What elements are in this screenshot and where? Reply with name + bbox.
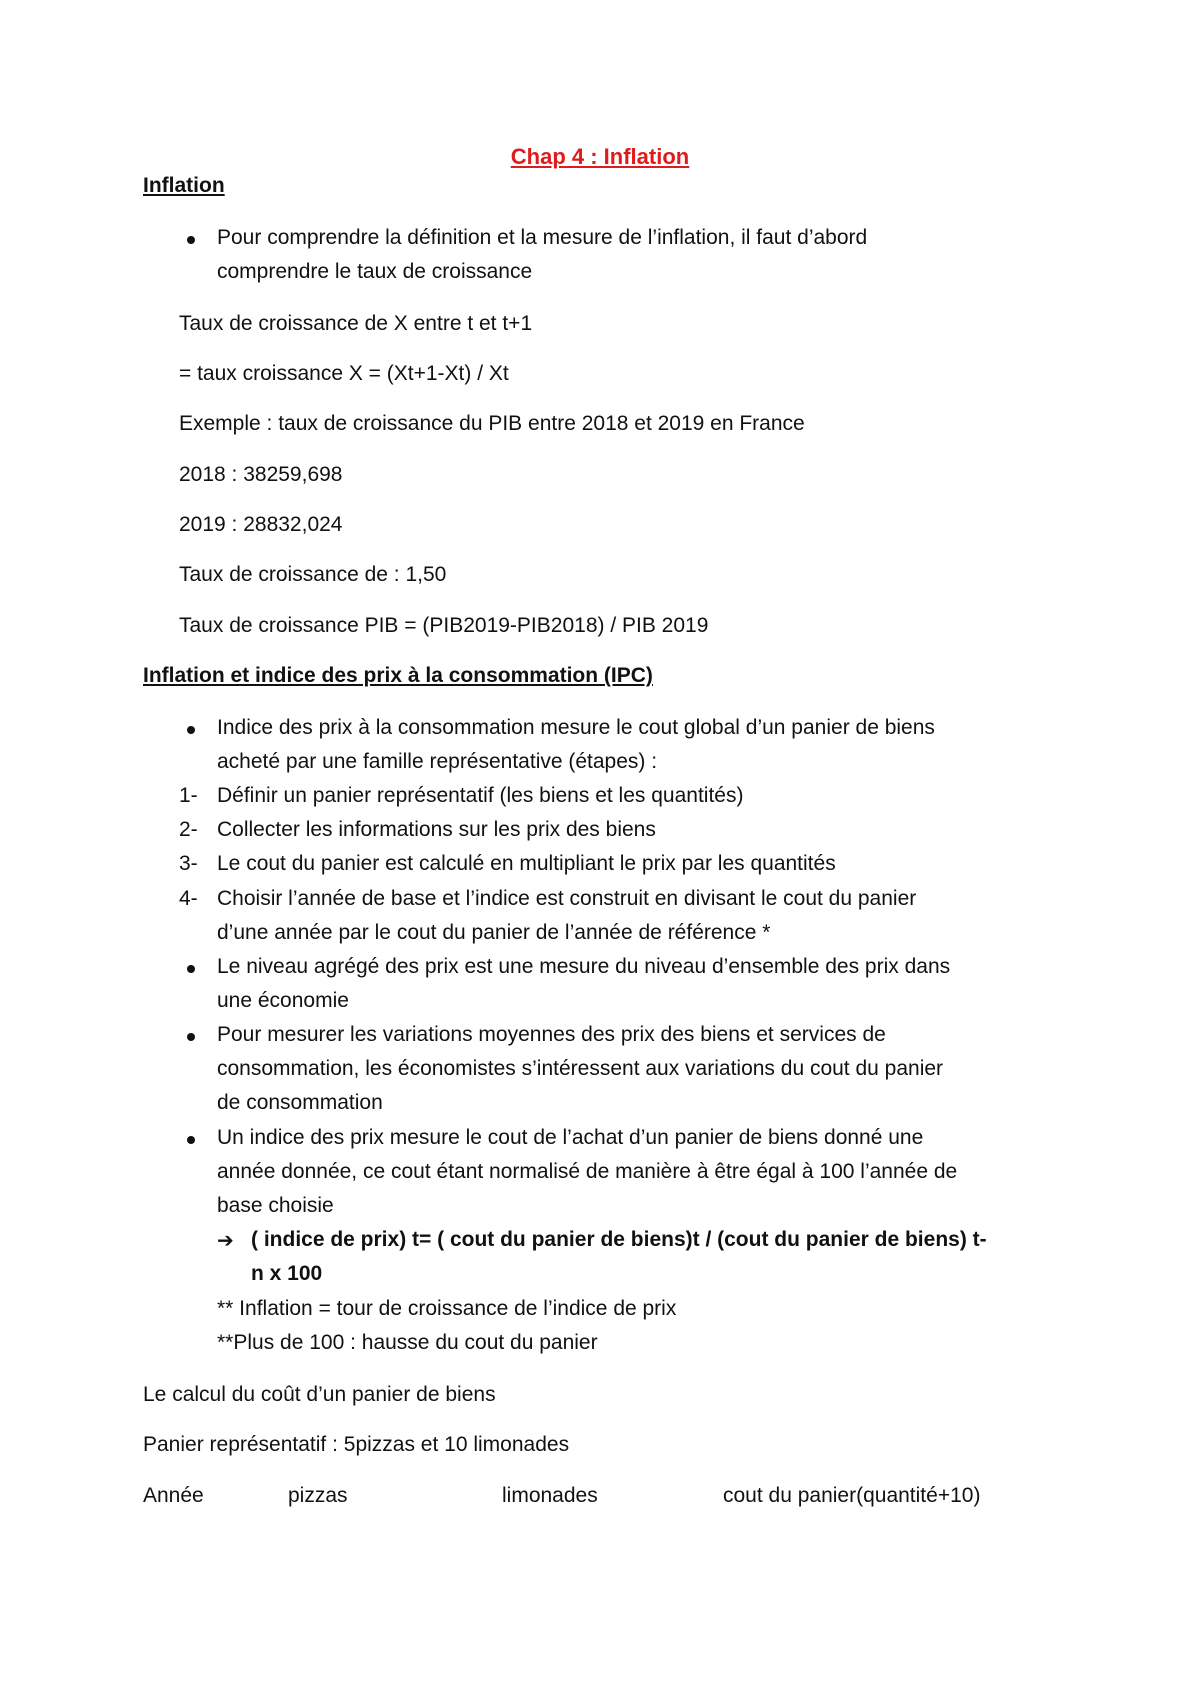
page-title: Chap 4 : Inflation [510, 144, 690, 169]
bullet-text-cont: comprendre le taux de croissance [217, 260, 533, 283]
list-item: Le cout du panier est calculé en multipliant le prix par les quantités [217, 852, 836, 875]
bullet-text: Indice des prix à la consommation mesure le cout global d’un panier de biens [217, 716, 935, 739]
paragraph: = taux croissance X = (Xt+1-Xt) / Xt [179, 362, 509, 385]
bullet-icon [187, 726, 195, 734]
bullet-text-cont: une économie [217, 989, 349, 1012]
table-header-pizzas: pizzas [288, 1484, 348, 1507]
bullet-text: Un indice des prix mesure le cout de l’achat d’un panier de biens donné une [217, 1126, 924, 1149]
note: **Plus de 100 : hausse du cout du panier [217, 1331, 598, 1354]
list-item: Choisir l’année de base et l’indice est construit en divisant le cout du panier [217, 887, 917, 910]
bullet-text-cont: année donnée, ce cout étant normalisé de manière à être égal à 100 l’année de [217, 1160, 958, 1183]
paragraph: Taux de croissance de X entre t et t+1 [179, 312, 533, 335]
paragraph: Taux de croissance de : 1,50 [179, 563, 447, 586]
paragraph: Exemple : taux de croissance du PIB entre 2018 et 2019 en France [179, 412, 805, 435]
table-header-limonades: limonades [502, 1484, 598, 1507]
bullet-text: Pour mesurer les variations moyennes des prix des biens et services de [217, 1023, 886, 1046]
table-header-cout: cout du panier(quantité+10) [723, 1484, 981, 1507]
list-item: Collecter les informations sur les prix des biens [217, 818, 656, 841]
bullet-text-cont: de consommation [217, 1091, 383, 1114]
paragraph: 2019 : 28832,024 [179, 513, 343, 536]
list-item-cont: d’une année par le cout du panier de l’année de référence * [217, 921, 771, 944]
paragraph: Le calcul du coût d’un panier de biens [143, 1383, 496, 1406]
paragraph: Taux de croissance PIB = (PIB2019-PIB2018) / PIB 2019 [179, 614, 709, 637]
bullet-text-cont: consommation, les économistes s’intéressent aux variations du cout du panier [217, 1057, 944, 1080]
bullet-icon [187, 1033, 195, 1041]
list-number: 3- [179, 852, 198, 875]
paragraph: Panier représentatif : 5pizzas et 10 limonades [143, 1433, 570, 1456]
bullet-icon [187, 965, 195, 973]
list-number: 4- [179, 887, 198, 910]
formula: ( indice de prix) t= ( cout du panier de biens)t / (cout du panier de biens) t- [251, 1228, 987, 1251]
table-header-annee: Année [143, 1484, 204, 1507]
list-item: Définir un panier représentatif (les biens et les quantités) [217, 784, 744, 807]
bullet-text: Le niveau agrégé des prix est une mesure du niveau d’ensemble des prix dans [217, 955, 951, 978]
paragraph: 2018 : 38259,698 [179, 463, 343, 486]
note: ** Inflation = tour de croissance de l’indice de prix [217, 1297, 677, 1320]
bullet-text: Pour comprendre la définition et la mesure de l’inflation, il faut d’abord [217, 226, 868, 249]
section-heading-inflation: Inflation [143, 174, 225, 197]
list-number: 2- [179, 818, 198, 841]
list-number: 1- [179, 784, 198, 807]
formula-cont: n x 100 [251, 1262, 323, 1285]
section-heading-ipc: Inflation et indice des prix à la consommation (IPC) [143, 664, 653, 687]
bullet-text-cont: base choisie [217, 1194, 334, 1217]
arrow-icon: ➔ [217, 1230, 234, 1252]
bullet-icon [187, 236, 195, 244]
bullet-text-cont: acheté par une famille représentative (étapes) : [217, 750, 658, 773]
bullet-icon [187, 1136, 195, 1144]
